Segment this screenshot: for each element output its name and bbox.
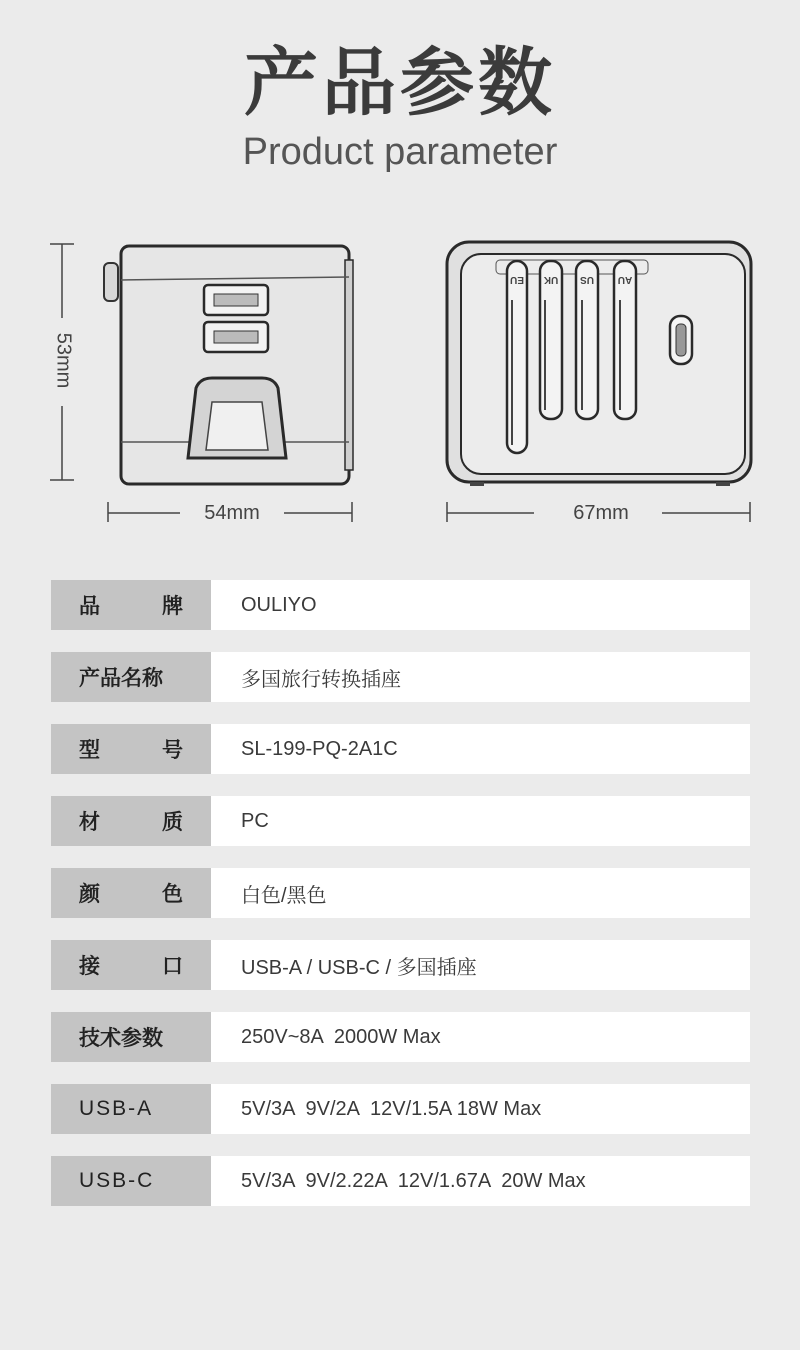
plug-label-au: AU xyxy=(617,274,633,285)
spec-value: PC xyxy=(211,796,750,846)
height-dimension-label: 53mm xyxy=(52,332,75,389)
spec-label: 产品名称 xyxy=(51,652,211,702)
width-dimension-label: 67mm xyxy=(573,502,629,524)
spec-row-model xyxy=(51,724,750,774)
spec-value: 白色/黑色 xyxy=(211,868,750,918)
page-title: 产品参数 xyxy=(244,40,556,126)
spec-row-material xyxy=(51,796,750,846)
product-dimension-drawing xyxy=(0,230,800,530)
spec-label-char: 牌 xyxy=(162,594,183,618)
spec-label: 技术参数 xyxy=(51,1012,211,1062)
spec-label xyxy=(51,868,211,918)
spec-label xyxy=(51,940,211,990)
plug-label-eu: EU xyxy=(510,274,524,285)
spec-label-char: 接 xyxy=(79,954,100,978)
spec-row-usb-c xyxy=(51,1156,750,1206)
side-view-drawing xyxy=(0,230,800,530)
plug-label-uk: UK xyxy=(543,274,559,285)
spec-label-char: 口 xyxy=(162,954,183,978)
spec-label-char: 材 xyxy=(79,810,100,834)
spec-label: USB-C xyxy=(51,1156,211,1206)
spec-value: OULIYO xyxy=(211,580,750,630)
spec-table xyxy=(51,580,750,1228)
spec-row-product-name xyxy=(51,652,750,702)
plug-label-us: US xyxy=(580,274,594,285)
spec-row-tech-params xyxy=(51,1012,750,1062)
spec-label-char: 品 xyxy=(79,594,100,618)
spec-value: 多国旅行转换插座 xyxy=(211,652,750,702)
spec-value: SL-199-PQ-2A1C xyxy=(211,724,750,774)
spec-value: USB-A / USB-C / 多国插座 xyxy=(211,940,750,990)
spec-label xyxy=(51,580,211,630)
spec-value: 250V~8A 2000W Max xyxy=(211,1012,750,1062)
spec-label-char: 颜 xyxy=(79,882,100,906)
spec-value: 5V/3A 9V/2A 12V/1.5A 18W Max xyxy=(211,1084,750,1134)
spec-label xyxy=(51,796,211,846)
page-subtitle: Product parameter xyxy=(242,131,558,173)
spec-label-char: 型 xyxy=(79,738,100,762)
spec-row-usb-a xyxy=(51,1084,750,1134)
depth-dimension-label: 54mm xyxy=(204,502,260,524)
spec-label-char: 质 xyxy=(162,810,183,834)
spec-row-color xyxy=(51,868,750,918)
spec-label-char: 号 xyxy=(162,738,183,762)
spec-row-brand xyxy=(51,580,750,630)
spec-label-char: 色 xyxy=(162,882,183,906)
spec-value: 5V/3A 9V/2.22A 12V/1.67A 20W Max xyxy=(211,1156,750,1206)
spec-row-interface xyxy=(51,940,750,990)
spec-label xyxy=(51,724,211,774)
spec-label: USB-A xyxy=(51,1084,211,1134)
